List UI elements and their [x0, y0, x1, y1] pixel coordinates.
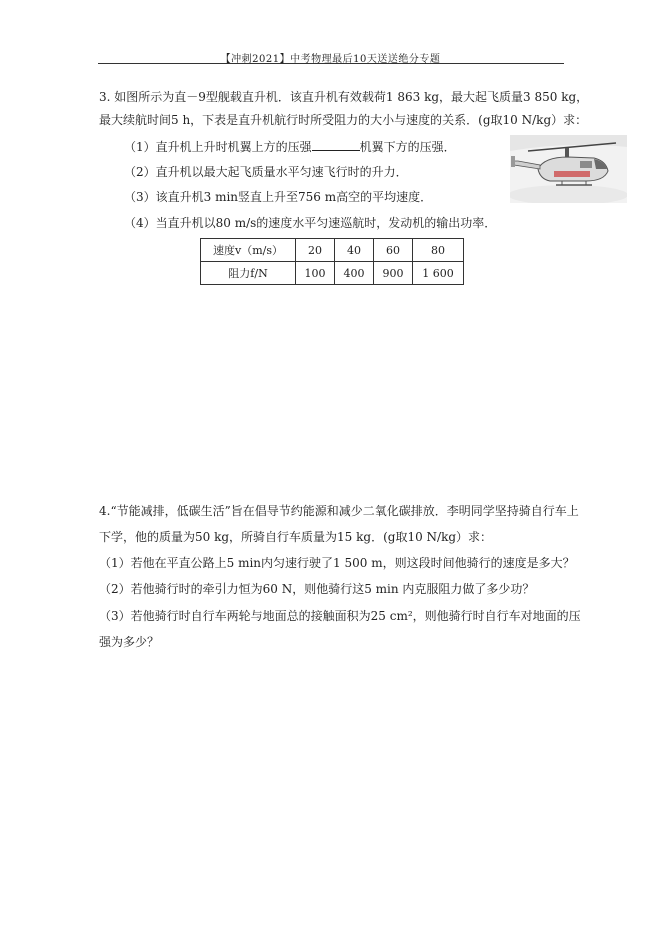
q4-sub-3: （3）若他骑行时自行车两轮与地面总的接触面积为25 cm²，则他骑行时自行车对地面的压 — [99, 609, 581, 623]
table-row-label: 阻力f/N — [201, 262, 296, 285]
table-cell: 80 — [413, 239, 464, 262]
q3-sub-1 — [124, 138, 456, 155]
speed-resistance-table — [200, 238, 464, 285]
header-divider — [98, 63, 564, 64]
q3-sub-4: （4）当直升机以80 m/s的速度水平匀速巡航时，发动机的输出功率． — [124, 216, 497, 230]
helicopter-icon — [510, 135, 627, 203]
q4-sub-2: （2）若他骑行时的牵引力恒为60 N，则他骑行这5 min 内克服阻力做了多少功？ — [99, 582, 535, 596]
table-cell: 1 600 — [413, 262, 464, 285]
q3-sub-2: （2）直升机以最大起飞质量水平匀速飞行时的升力． — [124, 165, 408, 179]
q3-sub-1-text-b: 机翼下方的压强． — [359, 140, 456, 154]
q3-line-1: 3. 如图所示为直－9型舰载直升机．该直升机有效载荷1 863 kg，最大起飞质量3 850 kg， — [99, 90, 589, 104]
table-cell: 900 — [374, 262, 413, 285]
q4-sub-1: （1）若他在平直公路上5 min内匀速行驶了1 500 m，则这段时间他骑行的速度是多大？ — [99, 556, 575, 570]
q3-sub-3: （3）该直升机3 min竖直上升至756 m高空的平均速度． — [124, 190, 433, 204]
q4-line-1: 4.“节能减排，低碳生活”旨在倡导节约能源和减少二氧化碳排放．李明同学坚持骑自行车上 — [99, 504, 579, 518]
table-cell: 400 — [335, 262, 374, 285]
table-cell: 100 — [296, 262, 335, 285]
page-header: 【冲刺2021】中考物理最后10天送送绝分专题 — [220, 54, 441, 65]
table-row — [201, 239, 464, 262]
q3-line-2: 最大续航时间5 h，下表是直升机航行时所受阻力的大小与速度的关系．(g取10 N/kg）求： — [99, 113, 588, 127]
table-row — [201, 262, 464, 285]
q3-sub-1-text-a: （1）直升机上升时机翼上方的压强 — [124, 140, 312, 154]
table-cell: 40 — [335, 239, 374, 262]
table-row-label: 速度v（m/s） — [201, 239, 296, 262]
q4-sub-3-cont: 强为多少？ — [99, 635, 160, 649]
answer-blank — [312, 138, 360, 151]
table-cell: 60 — [374, 239, 413, 262]
table-cell: 20 — [296, 239, 335, 262]
q4-line-2: 下学，他的质量为50 kg，所骑自行车质量为15 kg．(g取10 N/kg）求： — [99, 530, 493, 544]
